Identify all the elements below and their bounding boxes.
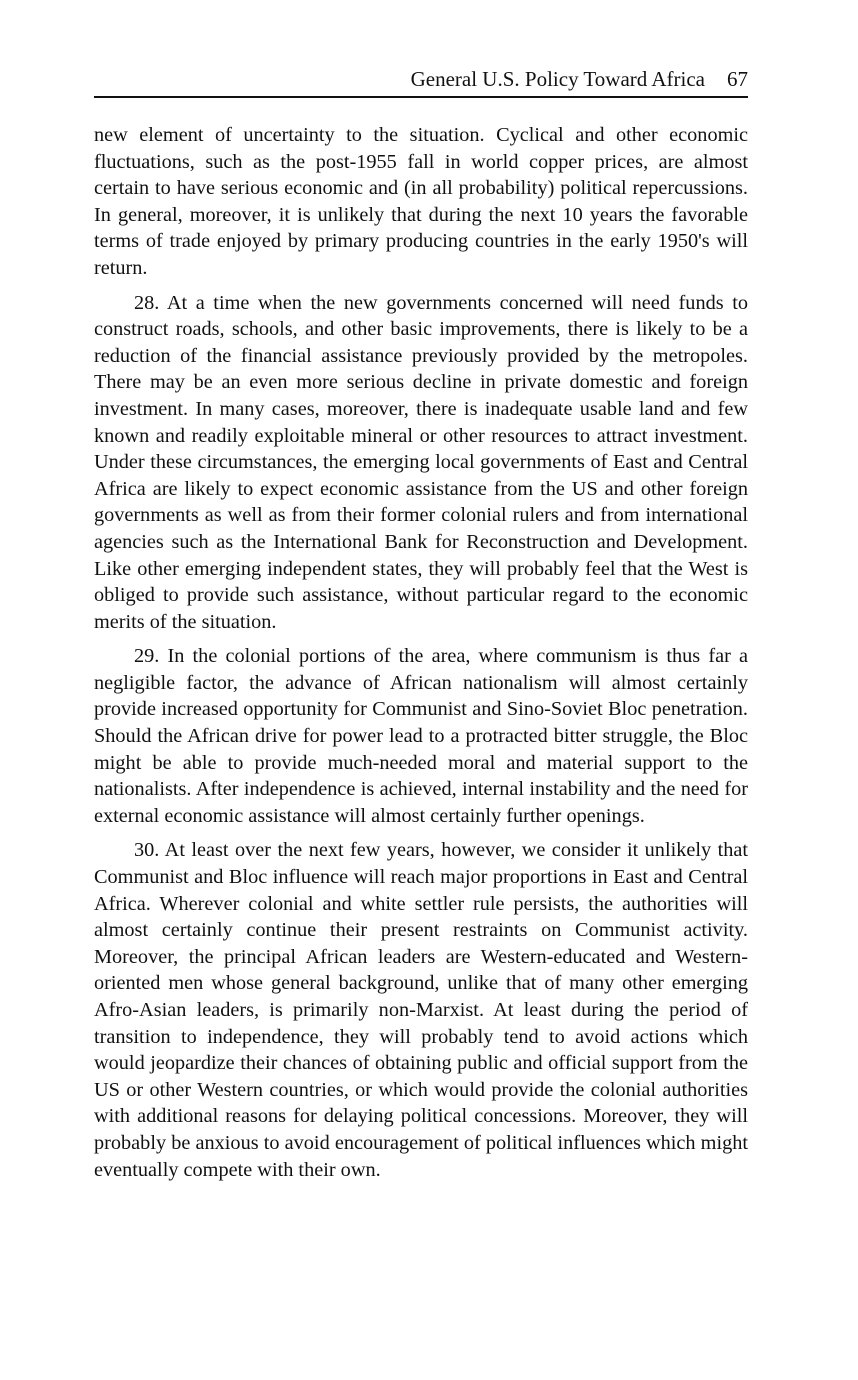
paragraph-29: 29. In the colonial portions of the area, where communism is thus far a negligible factor, the advance of African nationalism will almost certainly provide increased opportunity for Communist and Sino-Soviet Bloc penetration. Should the African drive for power lead to a protracted bitter struggle, the Bloc might be able to provide much-needed moral and material support to the nationalists. After independence is achieved, internal instability and the need for external economic assistance will almost certainly further openings.: [94, 645, 748, 827]
paragraph-28: 28. At a time when the new governments concerned will need funds to construct roads, schools, and other basic improvements, there is likely to be a reduction of the financial assistance previously provided by the metropoles. There may be an even more serious decline in private domestic and foreign investment. In many cases, moreover, there is inadequate usable land and few known and readily exploitable mineral or other resources to attract investment. Under these circumstances, the emerging local governments of East and Central Africa are likely to expect economic assistance from the US and other foreign governments as well as from their former colonial rulers and from international agencies such as the International Bank for Reconstruction and Development. Like other emerging independent states, they will probably feel that the West is obliged to provide such assistance, without particular regard to the economic merits of the situation.: [94, 291, 748, 633]
document-page: [94, 66, 748, 1191]
paragraph-30: 30. At least over the next few years, however, we consider it unlikely that Communist and Bloc influence will reach major proportions in East and Central Africa. Wherever colonial and white settler rule persists, the authorities will almost certainly continue their present restraints on Communist activity. Moreover, the principal African leaders are Western-educated and Western-oriented men whose general background, unlike that of many other emerging Afro-Asian leaders, is primarily non-Marxist. At least during the period of transition to independence, they will probably tend to avoid actions which would jeopardize their chances of obtaining public and official support from the US or other Western countries, or which would provide the colonial authorities with additional reasons for delaying political concessions. Moreover, they will probably be anxious to avoid encouragement of political influences which might eventually compete with their own.: [94, 839, 748, 1181]
running-title: General U.S. Policy Toward Africa: [410, 67, 705, 91]
running-header: [94, 66, 748, 98]
body-text: [94, 122, 748, 1183]
paragraph-continued: new element of uncertainty to the situation. Cyclical and other economic fluctuations, such as the post-1955 fall in world copper prices, are almost certain to have serious economic and (in all probability) political repercussions. In general, moreover, it is unlikely that during the next 10 years the favorable terms of trade enjoyed by primary producing countries in the early 1950's will return.: [94, 124, 748, 279]
page-number: 67: [727, 67, 748, 91]
